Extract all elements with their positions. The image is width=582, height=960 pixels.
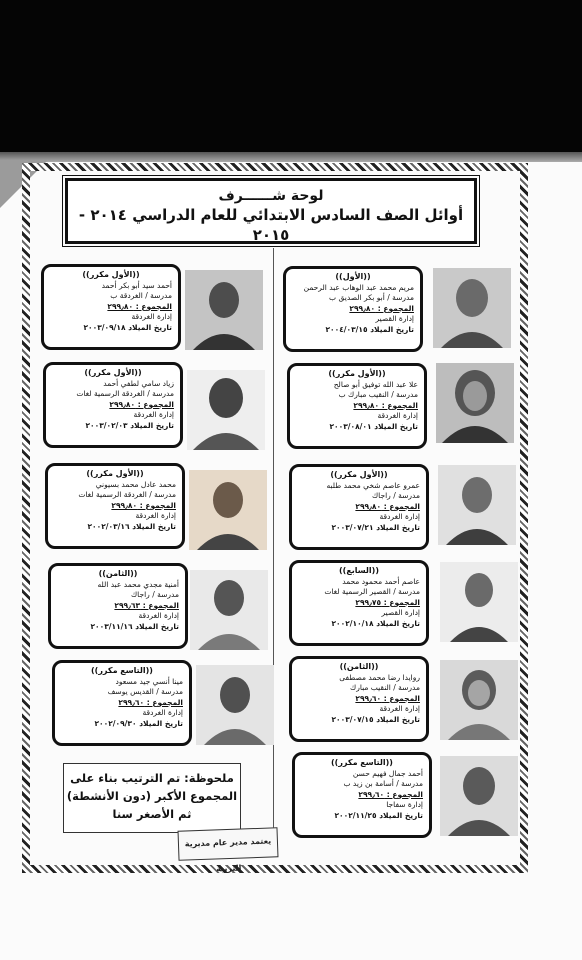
student-dob: تاريخ الميلاد ٢٠٠٢/١١/٢٥ [334, 810, 423, 820]
student-name: عاصم أحمد محمود محمد [342, 576, 420, 586]
student-admin: إدارة الغردقة [379, 704, 420, 713]
student-rank: ((الثامن)) [339, 662, 379, 671]
student-school: مدرسة / أسامة بن زيد ب [343, 779, 423, 788]
student-rank: ((الأول مكرر)) [82, 270, 140, 279]
student-card [289, 464, 429, 550]
student-total: المجموع : ٢٩٩٫٨٠ [111, 500, 176, 510]
official-stamp: يعتمد مدير عام مديرية التربية [178, 827, 279, 860]
student-total: المجموع : ٢٩٩٫٦٣ [114, 600, 179, 610]
student-photo [440, 660, 518, 740]
student-rank: ((الأول مكرر)) [328, 369, 386, 378]
student-card [289, 656, 429, 742]
note-line: ملحوظة: تم الترتيب بناء على [70, 771, 234, 785]
student-photo [185, 270, 263, 350]
student-name: زياد سامي لطفي أحمد [103, 378, 174, 388]
student-rank: ((الأول مكرر)) [84, 368, 142, 377]
student-name: مينا أنسي جيد مسعود [115, 676, 183, 686]
student-card [287, 363, 427, 449]
student-photo [196, 665, 274, 745]
student-dob: تاريخ الميلاد ٢٠٠٤/٠٣/١٥ [325, 324, 414, 334]
student-rank: ((السابع)) [339, 566, 379, 575]
student-name: أمنية مجدي محمد عبد الله [97, 579, 179, 589]
student-photo [440, 562, 518, 642]
student-admin: إدارة الغردقة [142, 708, 183, 717]
student-name: أحمد سيد أبو بكر أحمد [101, 280, 172, 290]
student-dob: تاريخ الميلاد ٢٠٠٢/٠٩/٣٠ [94, 718, 183, 728]
student-photo [433, 268, 511, 348]
note-line: ثم الأصغر سنا [112, 807, 192, 821]
student-dob: تاريخ الميلاد ٢٠٠٣/٠٩/١٨ [83, 322, 172, 332]
student-total: المجموع : ٢٩٩٫٨٠ [107, 301, 172, 311]
student-total: المجموع : ٢٩٩٫٦٠ [355, 693, 420, 703]
student-photo [187, 370, 265, 450]
student-dob: تاريخ الميلاد ٢٠٠٣/٠٨/٠١ [329, 421, 418, 431]
student-card [45, 463, 185, 549]
student-total: المجموع : ٢٩٩٫٨٠ [349, 303, 414, 313]
student-admin: إدارة الغردقة [131, 312, 172, 321]
page-title: لوحة شــــــرف [218, 188, 324, 204]
student-name: أحمد جمال فهيم حسن [352, 768, 423, 778]
student-school: مدرسة / راجاك [372, 491, 420, 500]
student-name: علا عبد الله توفيق أبو صالح [333, 379, 418, 389]
student-school: مدرسة / النقيب مبارك [350, 683, 420, 692]
student-rank: ((التاسع مكرر)) [331, 758, 393, 767]
student-name: محمد عادل محمد بسيوني [95, 479, 176, 489]
student-dob: تاريخ الميلاد ٢٠٠٣/٠٢/٠٣ [85, 420, 174, 430]
student-dob: تاريخ الميلاد ٢٠٠٢/٠٣/١٦ [87, 521, 176, 531]
student-rank: ((الثامن)) [98, 569, 138, 578]
student-total: المجموع : ٢٩٩٫٦٠ [118, 697, 183, 707]
title-box [65, 178, 477, 244]
student-photo [436, 363, 514, 443]
student-admin: إدارة الغردقة [138, 611, 179, 620]
page-subtitle: أوائل الصف السادس الابتدائي للعام الدراسي ٢٠١٤ - ٢٠١٥ [78, 206, 464, 244]
student-school: مدرسة / الغردقة ب [110, 291, 172, 300]
column-divider [273, 248, 274, 844]
student-rank: ((التاسع مكرر)) [91, 666, 153, 675]
student-card [48, 563, 188, 649]
student-total: المجموع : ٢٩٩٫٨٠ [353, 400, 418, 410]
student-admin: إدارة الغردقة [377, 411, 418, 420]
student-admin: إدارة الغردقة [133, 410, 174, 419]
student-admin: إدارة الغردقة [135, 511, 176, 520]
student-dob: تاريخ الميلاد ٢٠٠٢/١٠/١٨ [331, 618, 420, 628]
student-admin: إدارة القصير [375, 314, 414, 323]
student-school: مدرسة / الغردقة الرسمية لغات [78, 490, 176, 499]
student-card [43, 362, 183, 448]
student-admin: إدارة سفاجا [386, 800, 423, 809]
student-school: مدرسة / القصير الرسمية لغات [324, 587, 420, 596]
note-line: المجموع الأكبر (دون الأنشطة) [66, 789, 238, 803]
student-total: المجموع : ٢٩٩٫٧٥ [355, 597, 420, 607]
student-school: مدرسة / القديس يوسف [107, 687, 183, 696]
student-photo [440, 756, 518, 836]
student-card [289, 560, 429, 646]
student-name: مريم محمد عبد الوهاب عبد الرحمن [303, 282, 414, 292]
note-box [63, 763, 241, 833]
student-school: مدرسة / راجاك [131, 590, 179, 599]
student-name: روايدا رضا محمد مصطفى [339, 672, 420, 682]
student-rank: ((الأول مكرر)) [330, 470, 388, 479]
student-admin: إدارة القصير [381, 608, 420, 617]
student-total: المجموع : ٢٩٩٫٦٠ [358, 789, 423, 799]
student-rank: ((الأول مكرر)) [86, 469, 144, 478]
student-photo [438, 465, 516, 545]
student-school: مدرسة / أبو بكر الصديق ب [329, 293, 414, 302]
student-admin: إدارة الغردقة [379, 512, 420, 521]
student-school: مدرسة / النقيب مبارك ب [338, 390, 418, 399]
student-dob: تاريخ الميلاد ٢٠٠٣/٠٧/١٥ [331, 714, 420, 724]
student-card [283, 266, 423, 352]
student-dob: تاريخ الميلاد ٢٠٠٣/١١/١٦ [90, 621, 179, 631]
student-total: المجموع : ٢٩٩٫٨٠ [355, 501, 420, 511]
scan-background [0, 0, 582, 160]
student-total: المجموع : ٢٩٩٫٨٠ [109, 399, 174, 409]
student-photo [190, 570, 268, 650]
student-dob: تاريخ الميلاد ٢٠٠٣/٠٧/٢١ [331, 522, 420, 532]
student-school: مدرسة / الغردقة الرسمية لغات [76, 389, 174, 398]
student-rank: ((الأول)) [335, 272, 371, 281]
student-name: عمرو عاصم شخي محمد طلبه [326, 480, 420, 490]
student-card [41, 264, 181, 350]
student-card [52, 660, 192, 746]
student-photo [189, 470, 267, 550]
student-card [292, 752, 432, 838]
